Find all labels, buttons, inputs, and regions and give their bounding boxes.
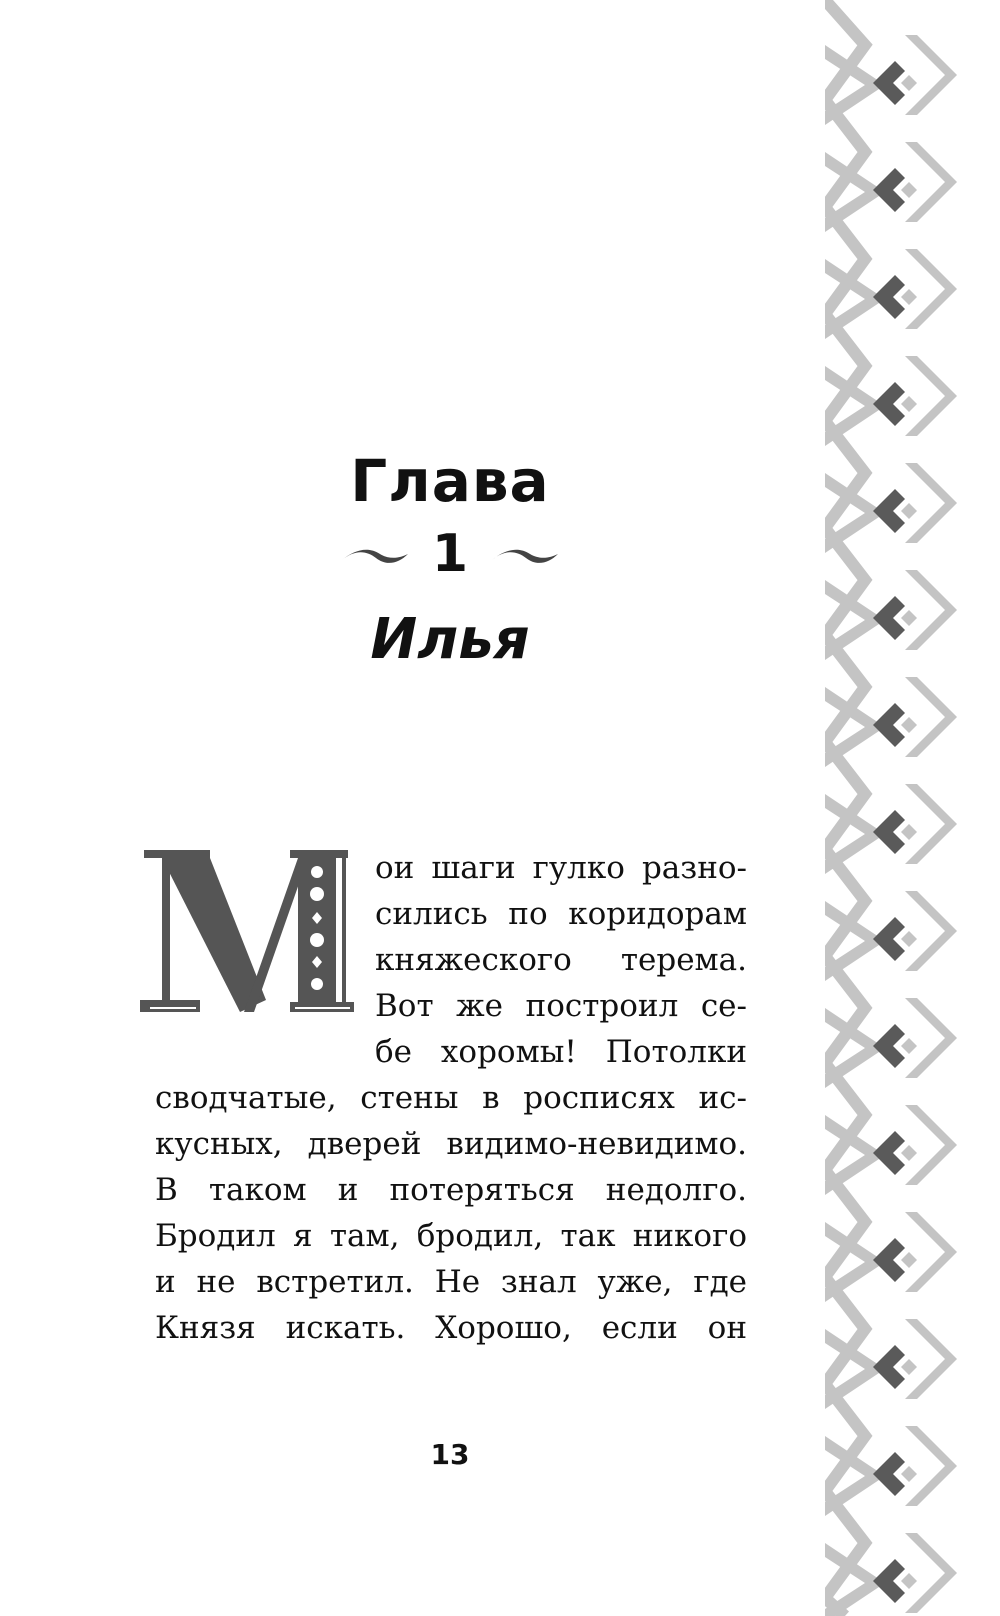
body-line: В таком и потеряться недолго. bbox=[155, 1172, 747, 1208]
chapter-number-row bbox=[340, 524, 560, 588]
body-line: и не встретил. Не знал уже, где bbox=[155, 1264, 747, 1300]
chapter-number: 1 bbox=[431, 524, 469, 584]
swash-right-ornament bbox=[490, 548, 560, 568]
body-line: ои шаги гулко разно- bbox=[375, 850, 747, 886]
body-line: Князя искать. Хорошо, если он bbox=[155, 1310, 747, 1346]
body-line: Бродил я там, бродил, так никого bbox=[155, 1218, 747, 1254]
body-line: сились по коридорам bbox=[375, 896, 747, 932]
border-ornament bbox=[825, 0, 1000, 1616]
body-line: бе хоромы! Потолки bbox=[375, 1034, 747, 1070]
body-line: Вот же построил се- bbox=[375, 988, 747, 1024]
page-number: 13 bbox=[430, 1438, 470, 1471]
dropcap-letter bbox=[140, 850, 360, 1012]
chapter-label: Глава bbox=[350, 447, 550, 515]
body-line: кусных, дверей видимо-невидимо. bbox=[155, 1126, 747, 1162]
body-line: княжеского терема. bbox=[375, 942, 747, 978]
chapter-title: Илья bbox=[370, 607, 530, 672]
body-line: сводчатые, стены в росписях ис- bbox=[155, 1080, 747, 1116]
